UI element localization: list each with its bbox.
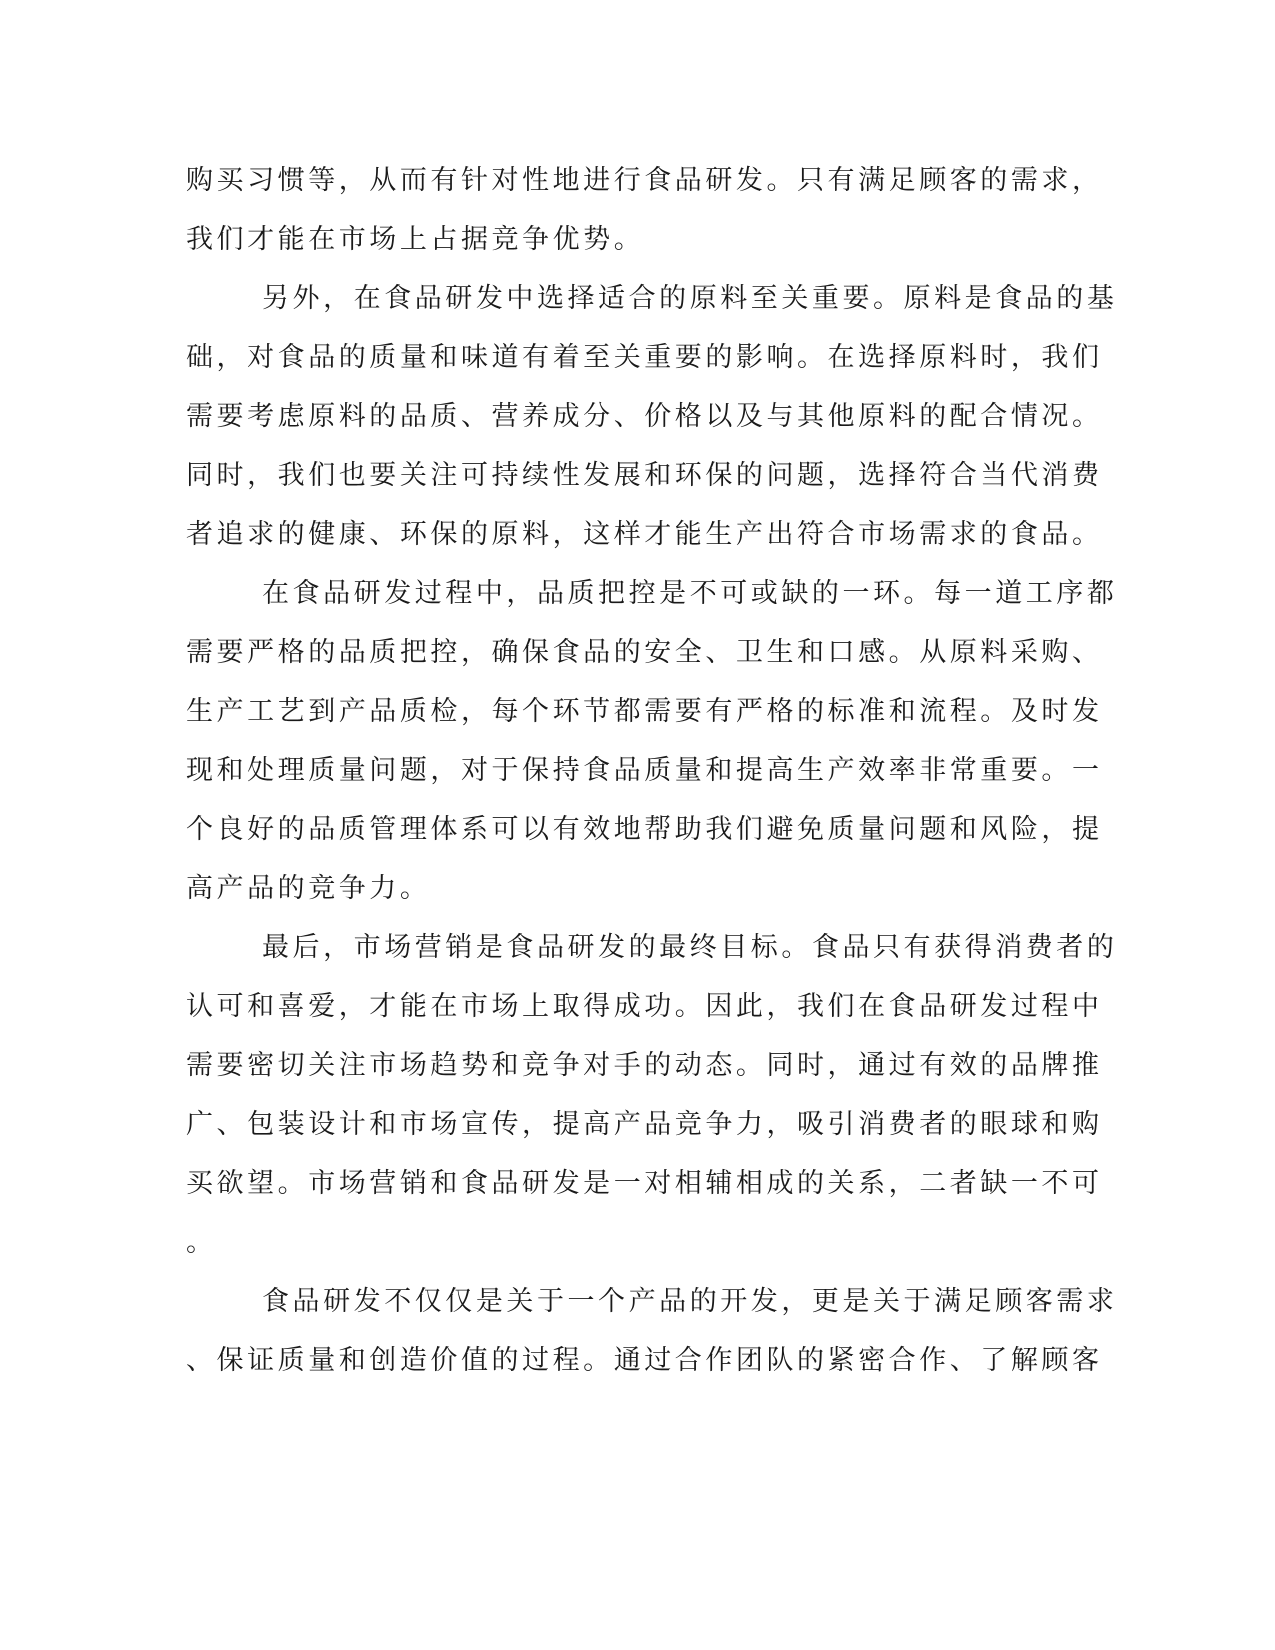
text-line: 需要考虑原料的品质、营养成分、价格以及与其他原料的配合情况。 — [186, 401, 1103, 432]
text-line: 需要密切关注市场趋势和竞争对手的动态。同时，通过有效的品牌推 — [186, 1050, 1103, 1081]
text-line: 需要严格的品质把控，确保食品的安全、卫生和口感。从原料采购、 — [186, 637, 1103, 668]
text-line: 、保证质量和创造价值的过程。通过合作团队的紧密合作、了解顾客 — [186, 1345, 1103, 1376]
text-line: 认可和喜爱，才能在市场上取得成功。因此，我们在食品研发过程中 — [186, 991, 1103, 1022]
text-line: 个良好的品质管理体系可以有效地帮助我们避免质量问题和风险，提 — [186, 814, 1103, 845]
text-line: 者追求的健康、环保的原料，这样才能生产出符合市场需求的食品。 — [186, 519, 1103, 550]
paragraph-start-line: 另外，在食品研发中选择适合的原料至关重要。原料是食品的基 — [262, 283, 1118, 314]
text-line: 高产品的竞争力。 — [186, 873, 431, 904]
text-line: 。 — [186, 1227, 217, 1258]
paragraph-start-line: 在食品研发过程中，品质把控是不可或缺的一环。每一道工序都 — [262, 578, 1118, 609]
text-line: 现和处理质量问题，对于保持食品质量和提高生产效率非常重要。一 — [186, 755, 1103, 786]
text-line: 础，对食品的质量和味道有着至关重要的影响。在选择原料时，我们 — [186, 342, 1103, 373]
text-line: 买欲望。市场营销和食品研发是一对相辅相成的关系，二者缺一不可 — [186, 1168, 1103, 1199]
paragraph-start-line: 食品研发不仅仅是关于一个产品的开发，更是关于满足顾客需求 — [262, 1286, 1118, 1317]
text-line: 同时，我们也要关注可持续性发展和环保的问题，选择符合当代消费 — [186, 460, 1103, 491]
text-line: 我们才能在市场上占据竞争优势。 — [186, 224, 645, 255]
text-line: 广、包装设计和市场宣传，提高产品竞争力，吸引消费者的眼球和购 — [186, 1109, 1103, 1140]
paragraph-start-line: 最后，市场营销是食品研发的最终目标。食品只有获得消费者的 — [262, 932, 1118, 963]
text-line: 购买习惯等，从而有针对性地进行食品研发。只有满足顾客的需求， — [186, 165, 1103, 196]
text-line: 生产工艺到产品质检，每个环节都需要有严格的标准和流程。及时发 — [186, 696, 1103, 727]
